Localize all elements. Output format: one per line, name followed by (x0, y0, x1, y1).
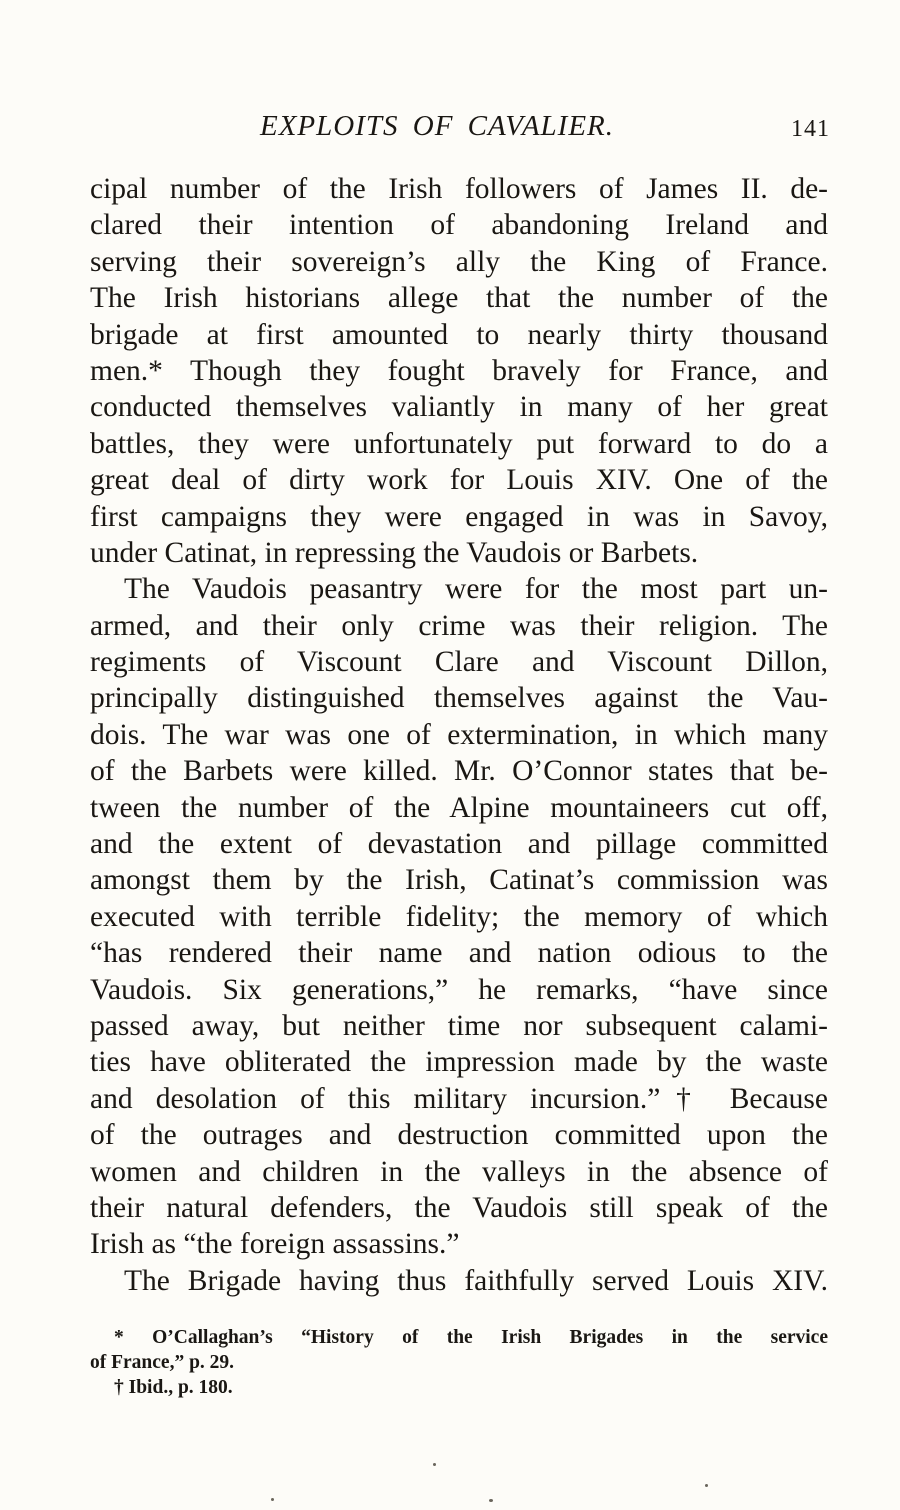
text-line: amongst them by the Irish, Catinat’s commission was (90, 864, 828, 897)
text-line: armed, and their only crime was their religion. The (90, 609, 828, 642)
text-line: their natural defenders, the Vaudois still speak of the (90, 1191, 828, 1224)
footnotes (90, 1325, 828, 1400)
text-line: brigade at first amounted to nearly thirty thousand (90, 318, 828, 351)
text-line: executed with terrible fidelity; the memory of which (90, 900, 828, 933)
footnote-1-continuation: of France,” p. 29. (90, 1352, 235, 1373)
running-title: EXPLOITS OF CAVALIER. (260, 110, 615, 142)
text-line: dois. The war was one of extermination, in which many (90, 718, 828, 751)
paragraph-end-line: under Catinat, in repressing the Vaudois or Barbets. (90, 536, 699, 569)
ink-speck (489, 1499, 493, 1502)
text-line: tween the number of the Alpine mountaineers cut off, (90, 791, 828, 824)
text-line: “has rendered their name and nation odious to the (90, 937, 828, 970)
text-line: clared their intention of abandoning Ireland and (90, 209, 828, 242)
paragraph-start-line: The Brigade having thus faithfully served Louis XIV. (124, 1264, 828, 1297)
text-line: and the extent of devastation and pillage committed (90, 828, 828, 861)
ink-speck (705, 1484, 708, 1487)
text-line: Vaudois. Six generations,” he remarks, “have since (90, 973, 828, 1006)
text-line: regiments of Viscount Clare and Viscount Dillon, (90, 646, 828, 679)
text-line: of the Barbets were killed. Mr. O’Connor states that be- (90, 755, 828, 788)
ink-speck (271, 1498, 274, 1501)
ink-speck (433, 1463, 436, 1466)
text-line: serving their sovereign’s ally the King of France. (90, 245, 828, 278)
text-line: passed away, but neither time nor subsequent calami- (90, 1009, 828, 1042)
paragraph-start-line: The Vaudois peasantry were for the most part un- (124, 573, 828, 606)
body-text (90, 171, 828, 1299)
text-line: conducted themselves valiantly in many of her great (90, 391, 828, 424)
text-line: The Irish historians allege that the number of the (90, 282, 828, 315)
text-line: principally distinguished themselves against the Vau- (90, 682, 828, 715)
text-line: and desolation of this military incursion.”† Because (90, 1082, 828, 1115)
footnote-2: † Ibid., p. 180. (114, 1377, 233, 1398)
text-line: cipal number of the Irish followers of James II. de- (90, 173, 828, 205)
text-line: women and children in the valleys in the absence of (90, 1155, 828, 1188)
page-number: 141 (791, 116, 830, 142)
footnote-1: * O’Callaghan’s “History of the Irish Brigades in the service (114, 1327, 828, 1348)
text-line: men.* Though they fought bravely for France, and (90, 354, 828, 387)
paragraph-end-line: Irish as “the foreign assassins.” (90, 1228, 460, 1261)
text-line: first campaigns they were engaged in was in Savoy, (90, 500, 828, 533)
text-line: of the outrages and destruction committed upon the (90, 1119, 828, 1152)
text-line: ties have obliterated the impression made by the waste (90, 1046, 828, 1079)
text-line: great deal of dirty work for Louis XIV. One of the (90, 464, 828, 497)
page-header (90, 110, 830, 156)
text-line: battles, they were unfortunately put forward to do a (90, 427, 828, 460)
